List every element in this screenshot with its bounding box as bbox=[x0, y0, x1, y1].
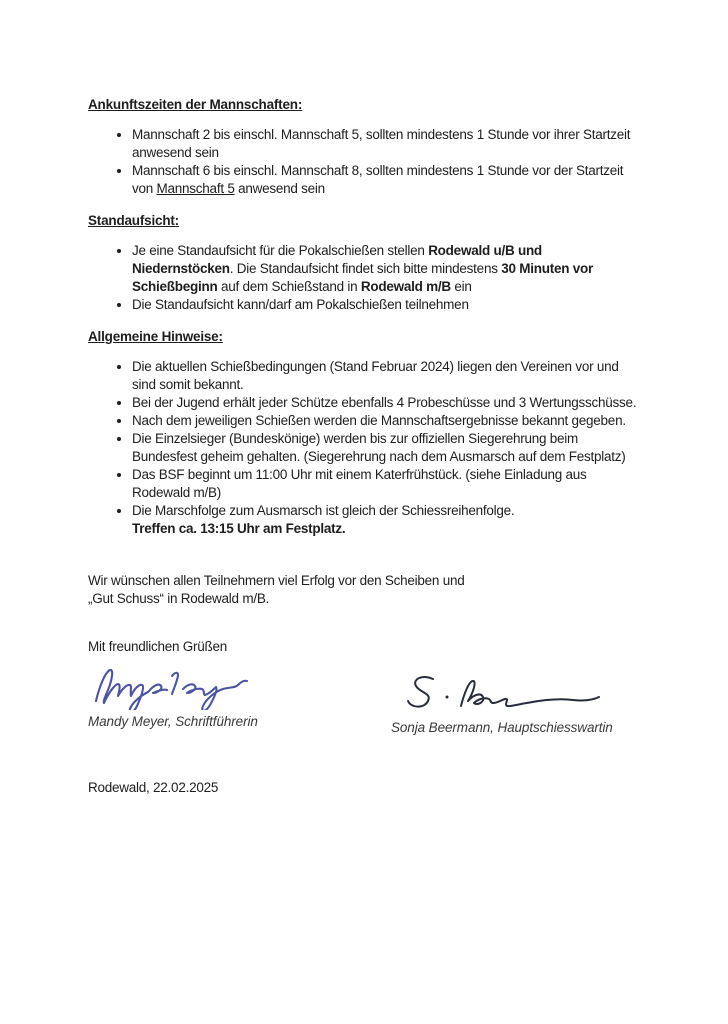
signatory-name-left: Mandy Meyer, Schriftführerin bbox=[88, 714, 258, 729]
section-3 bbox=[88, 328, 640, 538]
bullet-item bbox=[132, 430, 640, 466]
text-segment: Die Standaufsicht kann/darf am Pokalschießen teilnehmen bbox=[132, 297, 469, 312]
section-heading: Standaufsicht: bbox=[88, 213, 179, 228]
closing-line-1: Wir wünschen allen Teilnehmern viel Erfolg vor den Scheiben und bbox=[88, 573, 465, 588]
signature-block bbox=[88, 658, 640, 737]
bullet-item bbox=[132, 242, 640, 296]
text-segment: Die Einzelsieger (Bundeskönige) werden bis zur offiziellen Siegerehrung beim Bundesfest geheim gehalten. (Siegerehrung nach dem Ausmarsch auf dem Festplatz) bbox=[132, 431, 626, 464]
text-segment: Mannschaft 2 bis einschl. Mannschaft 5, sollten mindestens 1 Stunde vor ihrer Startzeit anwesend sein bbox=[132, 127, 631, 160]
bullet-list bbox=[88, 126, 640, 198]
text-segment: 30 Minuten vor Schießbeginn bbox=[132, 261, 593, 294]
text-segment: auf dem Schießstand in bbox=[217, 279, 361, 294]
text-segment: Die aktuellen Schießbedingungen (Stand Februar 2024) liegen den Vereinen vor und sind somit bekannt. bbox=[132, 359, 619, 392]
text-segment: Mannschaft 5 bbox=[156, 181, 235, 196]
closing-line-2: „Gut Schuss“ in Rodewald m/B. bbox=[88, 591, 270, 606]
signatory-name-right: Sonja Beermann, Hauptschiesswartin bbox=[391, 720, 613, 735]
section-heading: Ankunftszeiten der Mannschaften: bbox=[88, 97, 303, 112]
text-segment: Das BSF beginnt um 11:00 Uhr mit einem Katerfrühstück. (siehe Einladung aus Rodewald m/B) bbox=[132, 467, 587, 500]
text-segment: ein bbox=[450, 279, 472, 294]
text-segment: Nach dem jeweiligen Schießen werden die Mannschaftsergebnisse bekannt gegeben. bbox=[132, 413, 626, 428]
greeting-line: Mit freundlichen Grüßen bbox=[88, 639, 228, 654]
section-heading: Allgemeine Hinweise: bbox=[88, 329, 223, 344]
signature-right bbox=[391, 658, 640, 737]
bullet-list bbox=[88, 242, 640, 314]
text-segment: anwesend sein bbox=[234, 181, 325, 196]
document-sections bbox=[88, 96, 640, 538]
bullet-item bbox=[132, 126, 640, 162]
text-segment: Je eine Standaufsicht für die Pokalschießen stellen bbox=[132, 243, 429, 258]
closing-paragraph bbox=[88, 572, 640, 608]
text-segment: Bei der Jugend erhält jeder Schütze ebenfalls 4 Probeschüsse und 3 Wertungsschüsse. bbox=[132, 395, 637, 410]
text-segment: Rodewald m/B bbox=[360, 279, 451, 294]
handwritten-signature-icon bbox=[403, 670, 603, 716]
text-segment: Treffen ca. 13:15 Uhr am Festplatz. bbox=[132, 521, 346, 536]
text-segment: Rodewald u/B und Niedernstöcken bbox=[132, 243, 542, 276]
text-segment: . Die Standaufsicht findet sich bitte mindestens bbox=[229, 261, 502, 276]
bullet-item bbox=[132, 394, 640, 412]
bullet-item bbox=[132, 162, 640, 198]
bullet-list bbox=[88, 358, 640, 538]
bullet-item bbox=[132, 296, 640, 314]
date-line: Rodewald, 22.02.2025 bbox=[88, 780, 219, 795]
text-segment: Die Marschfolge zum Ausmarsch ist gleich der Schiessreihenfolge. bbox=[132, 503, 515, 518]
text-segment: Mannschaft 6 bis einschl. Mannschaft 8, sollten mindestens 1 Stunde vor der Startzeit von bbox=[132, 163, 624, 196]
bullet-item bbox=[132, 358, 640, 394]
bullet-item bbox=[132, 466, 640, 502]
bullet-item bbox=[132, 502, 640, 538]
section-1 bbox=[88, 96, 640, 198]
bullet-item bbox=[132, 412, 640, 430]
signature-left bbox=[88, 658, 391, 737]
handwritten-signature-icon bbox=[92, 660, 250, 710]
section-2 bbox=[88, 212, 640, 314]
